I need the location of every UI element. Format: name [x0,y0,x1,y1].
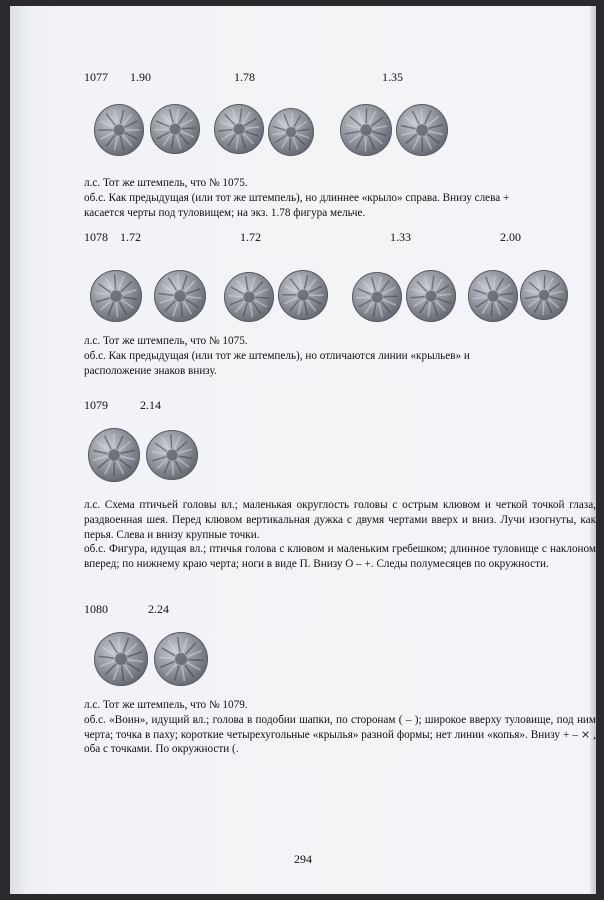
coin-reverse-image [146,430,198,480]
coin-weight: 2.00 [500,230,521,244]
page-number: 294 [294,852,312,866]
description-line: об.с. Как предыдущая (или тот же штемпель), но длиннее «крыло» справа. Внизу слева + [84,191,510,204]
coin-relief [468,270,518,322]
coin-relief [224,272,274,322]
coin-relief [406,270,456,322]
description-line: л.с. Схема птичьей головы вл.; маленькая округлость головы с острым клювом и четкой точкой глаза, раздвоенная шея. Перед клювом вертикальная дужка с двумя чертами вверх и вниз. Лучи изогнуты, как перья. Слева и внизу крупные точки. [84,499,596,541]
coin-relief [520,270,568,320]
coin-relief [214,104,264,154]
description-line: л.с. Тот же штемпель, что № 1075. [84,177,248,189]
entry-description [84,176,596,220]
coin-weight: 1.90 [130,70,151,84]
coin-relief [150,104,200,154]
coin-relief [90,270,142,322]
description-line: расположение знаков внизу. [84,364,217,377]
coin-weight: 1.35 [382,70,403,84]
entry-number: 1080 [84,602,108,616]
entry-number: 1078 [84,230,108,244]
entry-description [84,334,596,378]
coin-reverse-image [406,270,456,322]
coin-reverse-image [278,270,328,320]
coin-weight: 2.24 [148,602,169,616]
coin-relief [340,104,392,156]
coin-relief [278,270,328,320]
coin-relief [154,270,206,322]
coin-reverse-image [154,632,208,686]
coin-obverse-image [90,270,142,322]
coin-weight: 2.14 [140,398,161,412]
coin-reverse-image [150,104,200,154]
coin-reverse-image [154,270,206,322]
description-line: л.с. Тот же штемпель, что № 1079. [84,699,248,711]
coin-weight: 1.78 [234,70,255,84]
description-line: об.с. «Воин», идущий вл.; голова в подобии шапки, по сторонам ( – ); широкое вверху туловище, под ним черта; точка в паху; короткие четырехугольные «крылья» разной формы; нет линии «копья». Внизу + – ⨯ , оба с точками. По окружности (. [84,713,596,756]
coin-obverse-image [88,428,140,482]
coin-relief [94,632,148,686]
book-page [10,6,596,894]
coin-relief [94,104,144,156]
coin-obverse-image [468,270,518,322]
description-line: л.с. Тот же штемпель, что № 1075. [84,335,248,347]
coin-reverse-image [520,270,568,320]
coin-weight: 1.33 [390,230,411,244]
coin-obverse-image [224,272,274,322]
coin-relief [396,104,448,156]
coin-weight: 1.72 [120,230,141,244]
coin-relief [146,430,198,480]
coin-reverse-image [268,108,314,156]
coin-obverse-image [214,104,264,154]
entry-description [84,498,596,572]
coin-weight: 1.72 [240,230,261,244]
coin-relief [352,272,402,322]
coin-reverse-image [396,104,448,156]
coin-obverse-image [94,632,148,686]
coin-relief [268,108,314,156]
coin-relief [88,428,140,482]
coin-obverse-image [340,104,392,156]
coin-obverse-image [352,272,402,322]
entry-number: 1077 [84,70,108,84]
description-line: касается черты под туловищем; на экз. 1.78 фигура мельче. [84,206,366,219]
description-line: об.с. Фигура, идущая вл.; птичья голова с клювом и маленьким гребешком; длинное туловище с наклоном вперед; по нижнему краю черта; ноги в виде П. Внизу О – +. Следы полумесяцев по окружности. [84,543,596,571]
page-edge [590,6,596,894]
coin-relief [154,632,208,686]
coin-obverse-image [94,104,144,156]
description-line: об.с. Как предыдущая (или тот же штемпель), но отличаются линии «крыльев» и [84,349,470,362]
entry-description [84,698,596,757]
entry-number: 1079 [84,398,108,412]
